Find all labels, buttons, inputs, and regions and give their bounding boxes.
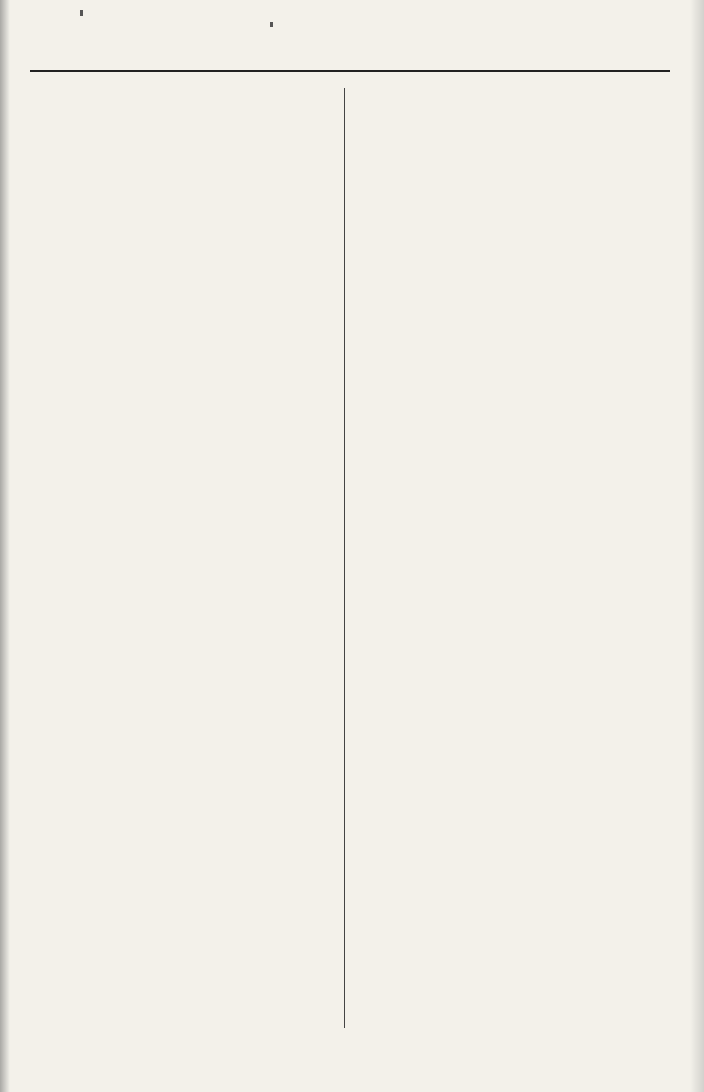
ink-speck [80, 10, 83, 16]
column-separator [344, 88, 345, 1028]
running-header [0, 44, 704, 68]
page-left-edge-shadow [0, 0, 10, 1092]
page-right-edge-shadow [690, 0, 704, 1092]
header-rule [30, 70, 670, 72]
ink-speck [270, 22, 273, 27]
